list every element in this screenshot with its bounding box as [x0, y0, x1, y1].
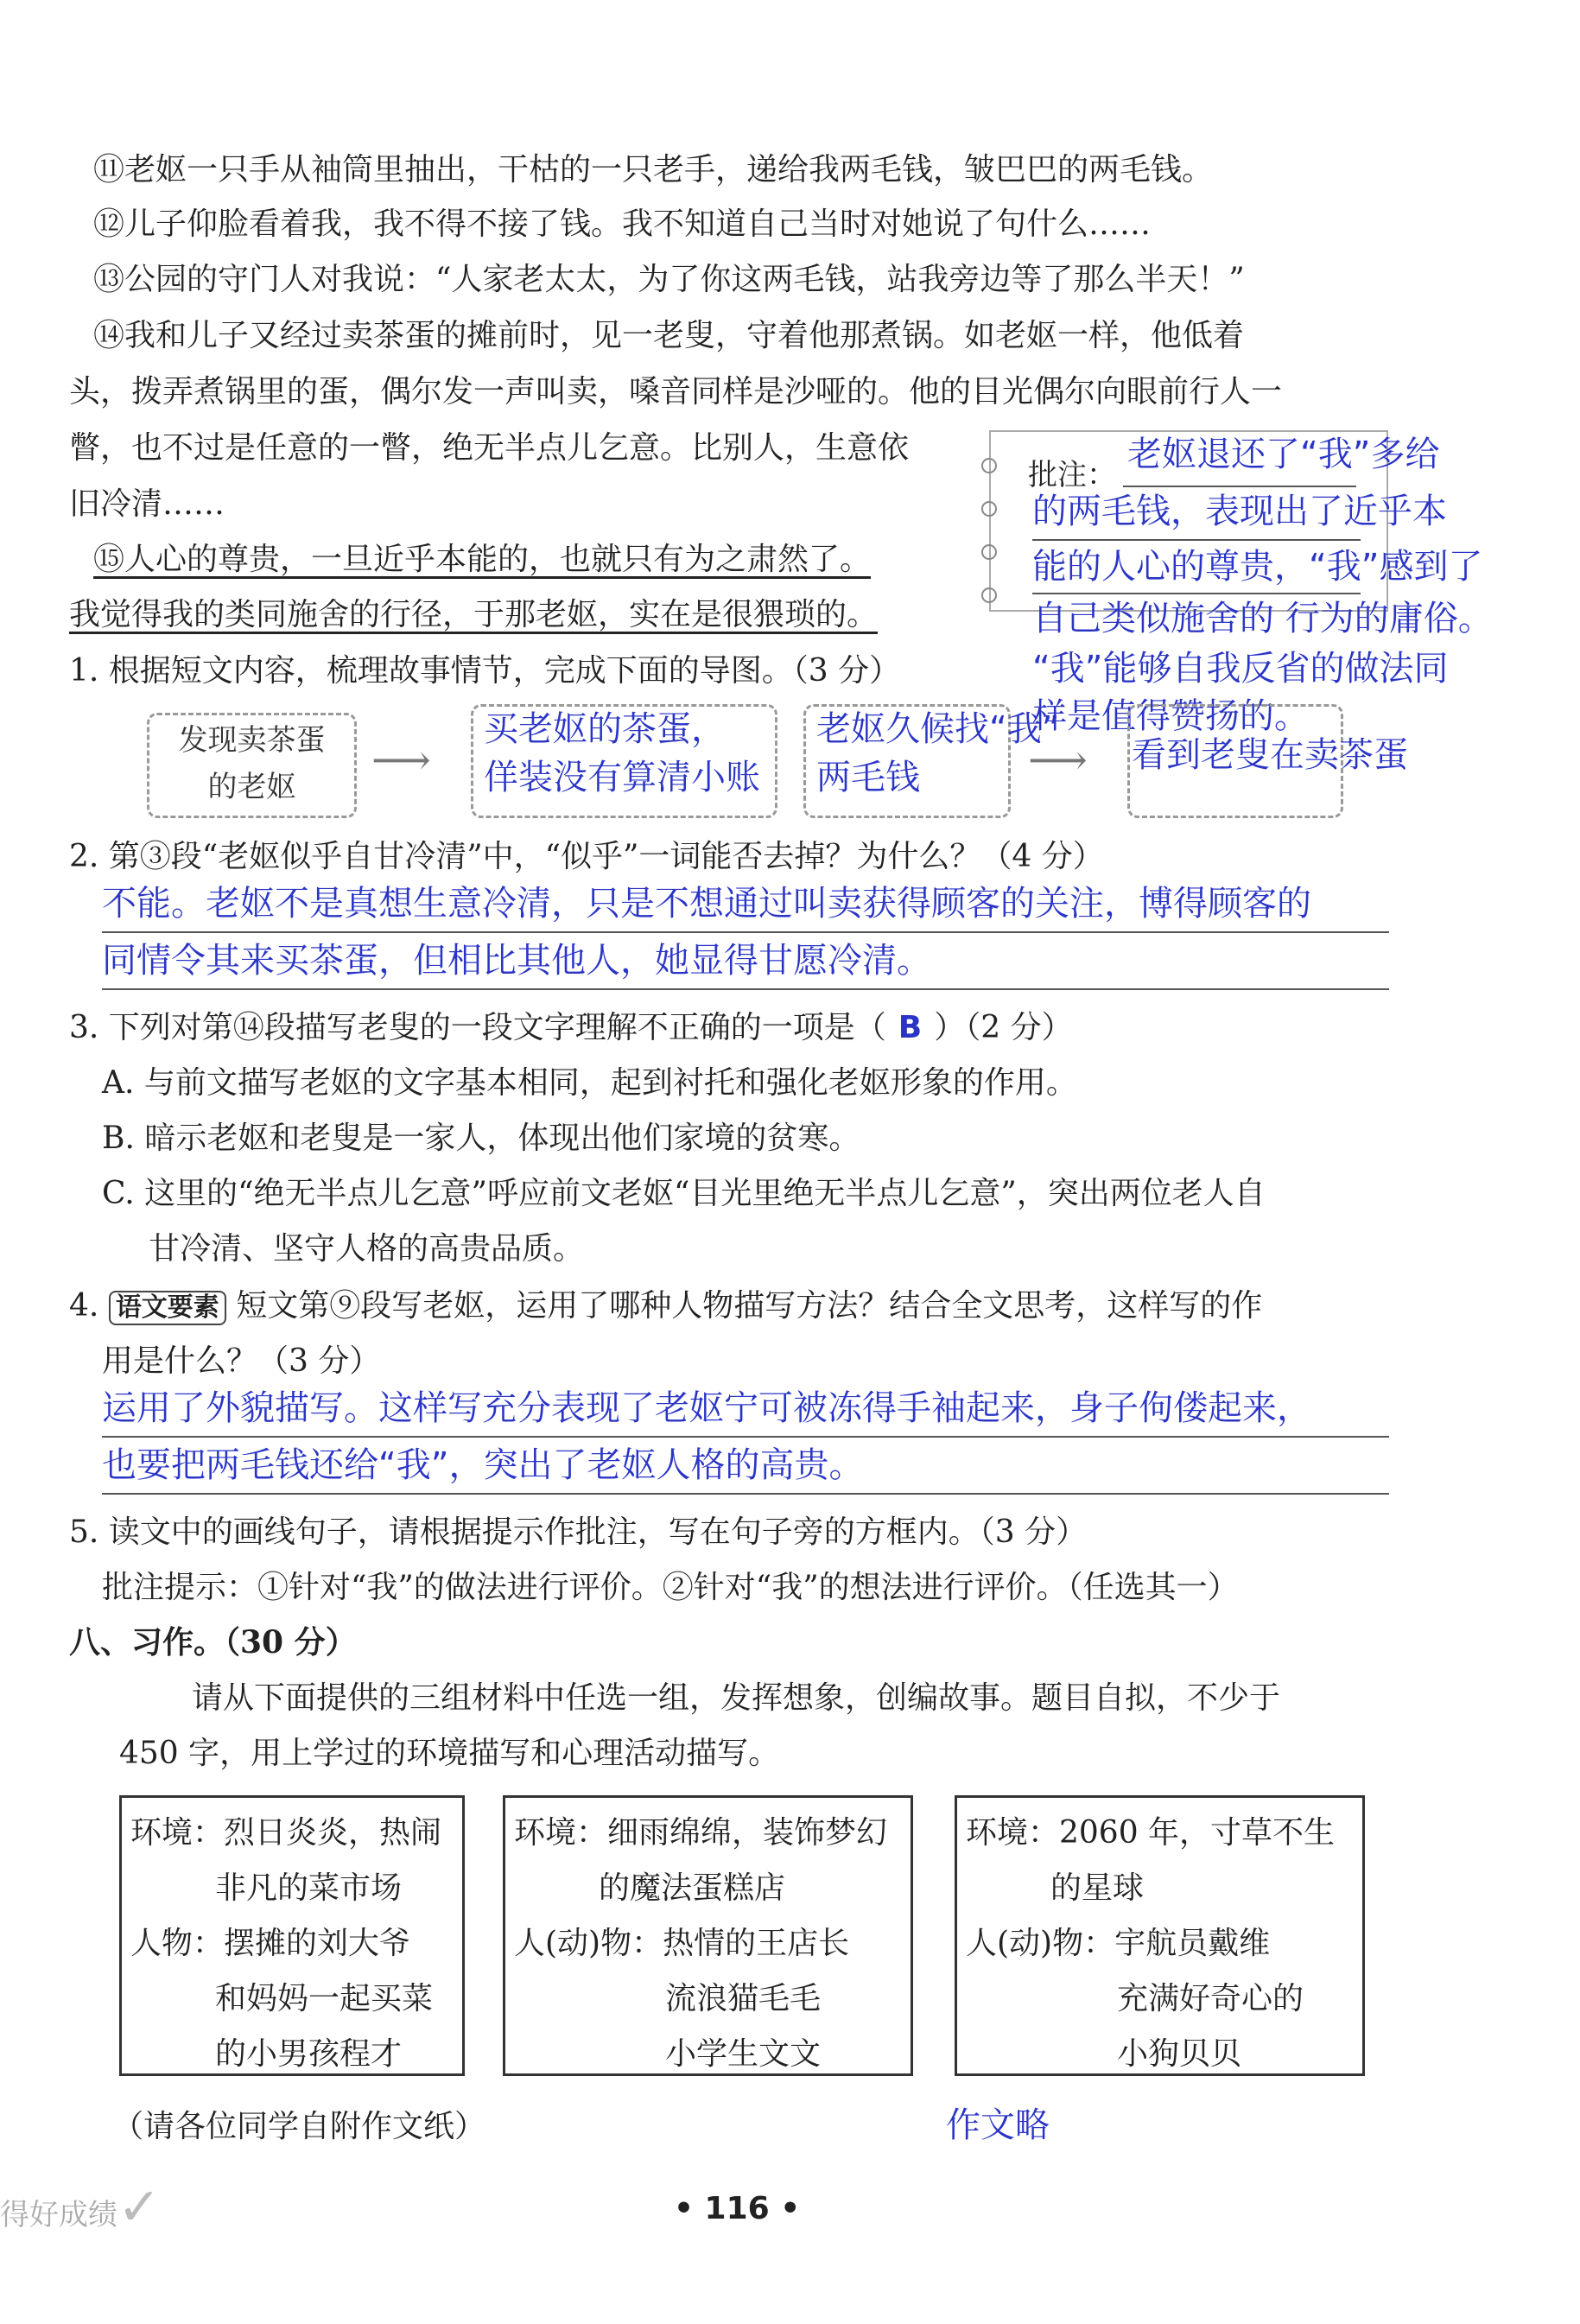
arrow-icon: ⟶ — [1028, 736, 1088, 784]
annotation-answer-line: 自己类似施舍的 行为的庸俗。 — [1032, 599, 1493, 638]
option-b: B. 暗示老妪和老叟是一家人，体现出他们家境的贫寒。 — [102, 1121, 860, 1156]
binder-ring-icon — [981, 501, 997, 517]
passage-paragraph-11: ⑪老妪一只手从袖筒里抽出，干枯的一只老手，递给我两毛钱，皱巴巴的两毛钱。 — [93, 152, 1214, 187]
binder-ring-icon — [981, 458, 997, 473]
question-3-answer: B — [898, 1010, 923, 1045]
passage-paragraph-14-line1: ⑭我和儿子又经过卖茶蛋的摊前时，见一老叟，守着他那煮锅。如老妪一样，他低着 — [93, 318, 1245, 353]
section-heading-essay: 八、习作。（30 分） — [69, 1624, 357, 1660]
passage-paragraph-15-line1: ⑮人心的尊贵，一旦近乎本能的，也就只有为之肃然了。 — [93, 542, 872, 577]
essay-intro-line2: 450 字，用上学过的环境描写和心理活动描写。 — [119, 1736, 780, 1771]
passage-paragraph-15-line2: 我觉得我的类同施舍的行径，于那老妪，实在是很猥琐的。 — [69, 597, 879, 632]
flow-box-4-answer: 看到老叟在卖茶蛋 — [1132, 735, 1408, 775]
material-box-3: 环境：2060 年，寸草不生 的星球 人(动)物：宇航员戴维 充满好奇心的 小狗贝贝 — [955, 1795, 1365, 2076]
passage-paragraph-14-line3: 瞥，也不过是任意的一瞥，绝无半点儿乞意。比别人，生意依 — [69, 430, 910, 466]
question-2: 2. 第③段“老妪似乎自甘冷清”中，“似乎”一词能否去掉？为什么？（4 分） — [69, 839, 1104, 874]
arrow-icon: ⟶ — [371, 736, 431, 784]
question-3: 3. 下列对第⑭段描写老叟的一段文字理解不正确的一项是（ B ）（2 分） — [69, 1010, 1073, 1045]
answer-rule — [102, 1436, 1389, 1438]
question-4-answer-line2: 也要把两毛钱还给“我”，突出了老妪人格的高贵。 — [102, 1445, 864, 1485]
flow-box-2-answer: 佯装没有算清小账 — [484, 758, 760, 797]
passage-paragraph-13: ⑬公园的守门人对我说：“人家老太太，为了你这两毛钱，站我旁边等了那么半天！” — [93, 262, 1245, 297]
annotation-rule — [1032, 593, 1361, 594]
option-c-line1: C. 这里的“绝无半点儿乞意”呼应前文老妪“目光里绝无半点儿乞意”，突出两位老人自 — [102, 1176, 1266, 1211]
page-number: • 116 • — [674, 2191, 801, 2226]
annotation-answer-line: “我”能够自我反省的做法同 — [1032, 649, 1449, 689]
passage-paragraph-12: ⑫儿子仰脸看着我，我不得不接了钱。我不知道自己当时对她说了句什么…… — [93, 206, 1152, 242]
essay-note: （请各位同学自附作文纸） — [112, 2109, 486, 2144]
annotation-answer-line: 的两毛钱，表现出了近乎本 — [1032, 492, 1447, 531]
annotation-answer-line: 样是值得赞扬的。 — [1032, 696, 1309, 736]
answer-rule — [102, 931, 1389, 933]
check-icon: ✓ — [117, 2177, 162, 2238]
binder-ring-icon — [981, 544, 997, 560]
answer-rule — [102, 988, 1389, 990]
question-5-hint: 批注提示：①针对“我”的做法进行评价。②针对“我”的想法进行评价。（任选其一） — [102, 1570, 1239, 1605]
flow-box-2-answer: 买老妪的茶蛋， — [484, 709, 726, 749]
question-4-answer-line1: 运用了外貌描写。这样写充分表现了老妪宁可被冻得手袖起来，身子佝偻起来， — [102, 1388, 1311, 1428]
annotation-label: 批注： — [1028, 458, 1116, 492]
answer-rule — [102, 1493, 1389, 1495]
passage-paragraph-14-line4: 旧冷清…… — [69, 486, 225, 522]
binder-ring-icon — [981, 587, 997, 603]
annotation-answer-line: 老妪退还了“我”多给 — [1127, 435, 1440, 474]
passage-paragraph-14-line2: 头，拨弄煮锅里的蛋，偶尔发一声叫卖，嗓音同样是沙哑的。他的目光偶尔向眼前行人一 — [69, 374, 1283, 410]
annotation-rule — [1123, 486, 1356, 487]
question-2-answer-line1: 不能。老妪不是真想生意冷清，只是不想通过叫卖获得顾客的关注，博得顾客的 — [102, 884, 1311, 924]
question-1: 1. 根据短文内容，梳理故事情节，完成下面的导图。（3 分） — [69, 653, 901, 689]
material-box-1: 环境：烈日炎炎，热闹 非凡的菜市场 人物：摆摊的刘大爷 和妈妈一起买菜 的小男孩程才 — [119, 1795, 465, 2076]
question-4-line2: 用是什么？（3 分） — [102, 1343, 381, 1379]
brand-logo: 得好成绩✓ — [0, 2177, 162, 2238]
essay-intro-line1: 请从下面提供的三组材料中任选一组，发挥想象，创编故事。题目自拟，不少于 — [192, 1680, 1281, 1716]
flow-box-3-answer: 老妪久候找“我” — [816, 709, 1060, 749]
option-a: A. 与前文描写老妪的文字基本相同，起到衬托和强化老妪形象的作用。 — [102, 1065, 1077, 1101]
material-box-2: 环境：细雨绵绵，装饰梦幻 的魔法蛋糕店 人(动)物：热情的王店长 流浪猫毛毛 小学生文文 — [503, 1795, 913, 2076]
option-c-line2: 甘冷清、坚守人格的高贵品质。 — [149, 1231, 585, 1267]
essay-answer: 作文略 — [946, 2105, 1050, 2145]
flow-box-3-answer: 两毛钱 — [816, 758, 920, 797]
tag-language-element: 语文要素 — [109, 1291, 226, 1325]
annotation-answer-line: 能的人心的尊贵，“我”感到了 — [1032, 547, 1483, 587]
question-4: 4. 语文要素 短文第⑨段写老妪，运用了哪种人物描写方法？结合全文思考，这样写的作 — [69, 1288, 1263, 1324]
question-2-answer-line2: 同情令其来买茶蛋，但相比其他人，她显得甘愿冷清。 — [102, 941, 931, 981]
question-5: 5. 读文中的画线句子，请根据提示作批注，写在句子旁的方框内。（3 分） — [69, 1514, 1088, 1550]
flow-box-1-text: 发现卖茶蛋 的老妪 — [178, 723, 326, 805]
annotation-rule — [1032, 539, 1361, 541]
